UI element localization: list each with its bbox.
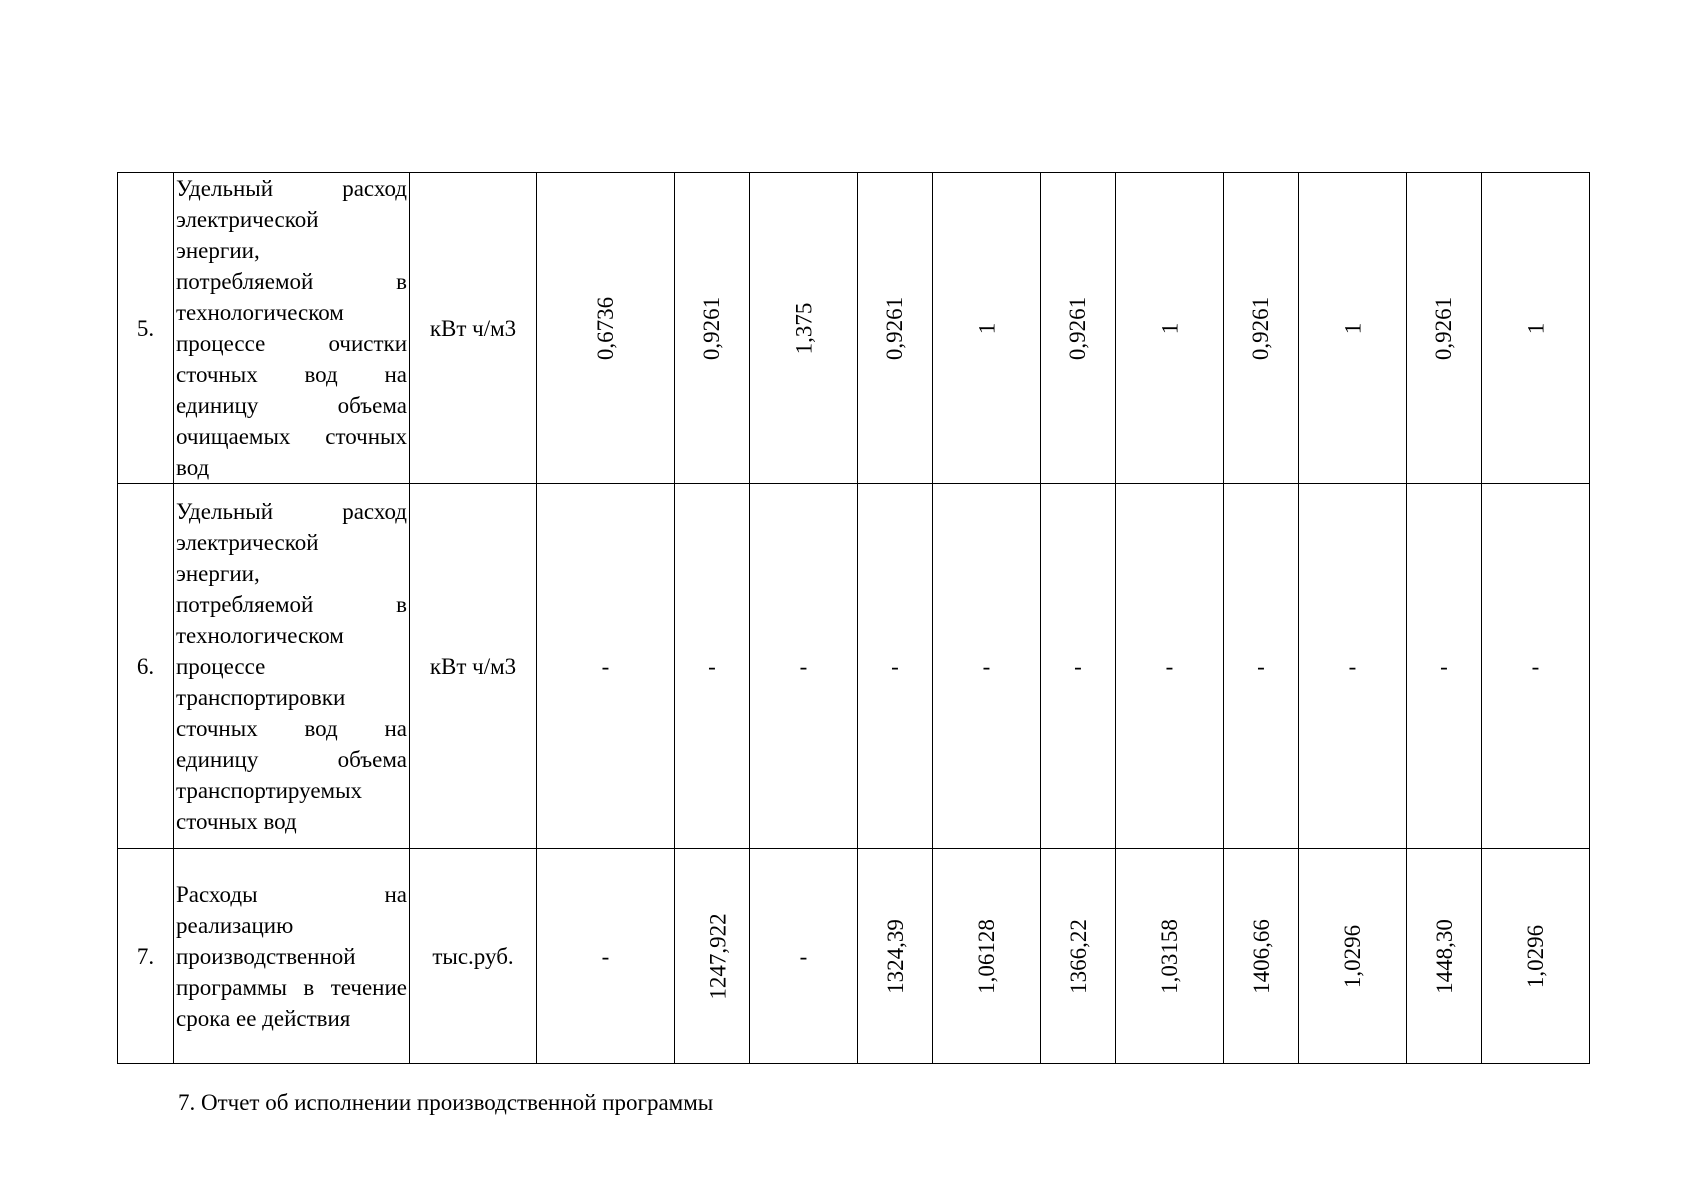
value-cell [1407,849,1482,1064]
value-cell [933,173,1041,484]
value-text: - [1074,653,1082,679]
value-cell [537,849,675,1064]
value-text: - [601,943,610,969]
value-cell [750,173,858,484]
indicator-description [174,484,410,849]
value-text: 0,9261 [1065,296,1091,360]
description-line: Расходы на [176,881,407,907]
description-line: Удельный расход [176,498,407,524]
table-row [118,484,1590,849]
value-cell [1482,849,1590,1064]
description-line: электрической [176,529,319,555]
value-cell [1041,849,1116,1064]
section-heading: 7. Отчет об исполнении производственной программы [178,1090,714,1115]
description-line: энергии, [176,238,260,263]
table-body [118,173,1590,1064]
description-line: Удельный расход [176,176,407,201]
value-text: 1 [1157,322,1182,334]
value-text: 1406,66 [1248,918,1274,994]
description-line: энергии, [176,560,260,586]
value-cell [537,484,675,849]
row-number: 7. [118,849,174,1064]
value-cell [1116,484,1224,849]
value-text: 0,6736 [593,296,618,360]
value-text: - [1348,653,1357,679]
value-text: 1,375 [791,302,816,354]
value-cell [933,849,1041,1064]
value-text: 1,0296 [1340,924,1365,988]
value-text: 0,9261 [1431,296,1457,360]
table-row [118,849,1590,1064]
value-cell [675,849,750,1064]
value-text: 1324,39 [882,918,908,994]
value-cell [1041,173,1116,484]
unit-cell: тыс.руб. [410,849,537,1064]
value-cell [1407,173,1482,484]
row-number: 5. [118,173,174,484]
description-line: сточных вод на [176,715,407,741]
description-line: сточных вод на [176,362,407,387]
value-text: 0,9261 [1248,296,1274,360]
value-cell [1224,849,1299,1064]
value-cell [1116,173,1224,484]
description-line: срока ее действия [176,1005,351,1031]
indicators-table [117,172,1590,1064]
value-cell [933,484,1041,849]
value-cell [750,849,858,1064]
value-text: - [1531,653,1540,679]
indicator-description [174,849,410,1064]
description-line: процессе [176,653,266,679]
value-text: 0,9261 [882,296,908,360]
value-cell [1299,849,1407,1064]
value-text: 1,03158 [1157,918,1182,994]
description-line: технологическом [176,622,344,648]
value-text: 1,06128 [974,918,999,994]
unit-cell: кВт ч/м3 [410,173,537,484]
value-cell [858,484,933,849]
value-text: 0,9261 [699,296,725,360]
value-cell [858,849,933,1064]
description-line: очищаемых сточных [176,424,407,449]
value-cell [1407,484,1482,849]
value-text: - [601,653,610,679]
value-cell [1299,484,1407,849]
description-line: транспортировки [176,684,346,710]
value-text: - [1440,653,1448,679]
value-text: 1 [1340,322,1365,334]
description-line: транспортируемых [176,777,363,803]
value-cell [675,173,750,484]
value-cell [1482,173,1590,484]
value-text: 1448,30 [1431,918,1457,994]
description-line: производственной [176,943,356,969]
row-number: 6. [118,484,174,849]
unit-cell: кВт ч/м3 [410,484,537,849]
value-cell [1482,484,1590,849]
description-line: сточных вод [176,808,297,834]
value-text: - [708,653,716,679]
description-line: программы в течение [176,974,407,1000]
value-text: 1,0296 [1523,924,1548,988]
value-cell [675,484,750,849]
value-text: - [982,653,991,679]
value-text: - [799,943,808,969]
value-text: 1 [974,322,999,334]
value-cell [1116,849,1224,1064]
value-cell [1041,484,1116,849]
table-row [118,173,1590,484]
description-line: технологическом [176,300,344,325]
description-line: процессе очистки [176,331,407,356]
value-text: - [799,653,808,679]
value-cell [858,173,933,484]
value-cell [1224,173,1299,484]
description-line: потребляемой в [176,269,407,294]
value-text: - [891,653,899,679]
value-text: - [1165,653,1174,679]
value-text: 1247,922 [705,912,731,1000]
description-line: электрической [176,207,319,232]
description-line: вод [176,455,210,480]
description-line: единицу объема [176,746,407,772]
value-cell [1299,173,1407,484]
description-line: реализацию [176,912,294,938]
value-text: 1 [1523,322,1548,334]
indicator-description [174,173,410,484]
value-cell [750,484,858,849]
description-line: единицу объема [176,393,407,418]
description-line: потребляемой в [176,591,407,617]
value-text: 1366,22 [1065,918,1091,994]
value-cell [537,173,675,484]
value-text: - [1257,653,1265,679]
value-cell [1224,484,1299,849]
